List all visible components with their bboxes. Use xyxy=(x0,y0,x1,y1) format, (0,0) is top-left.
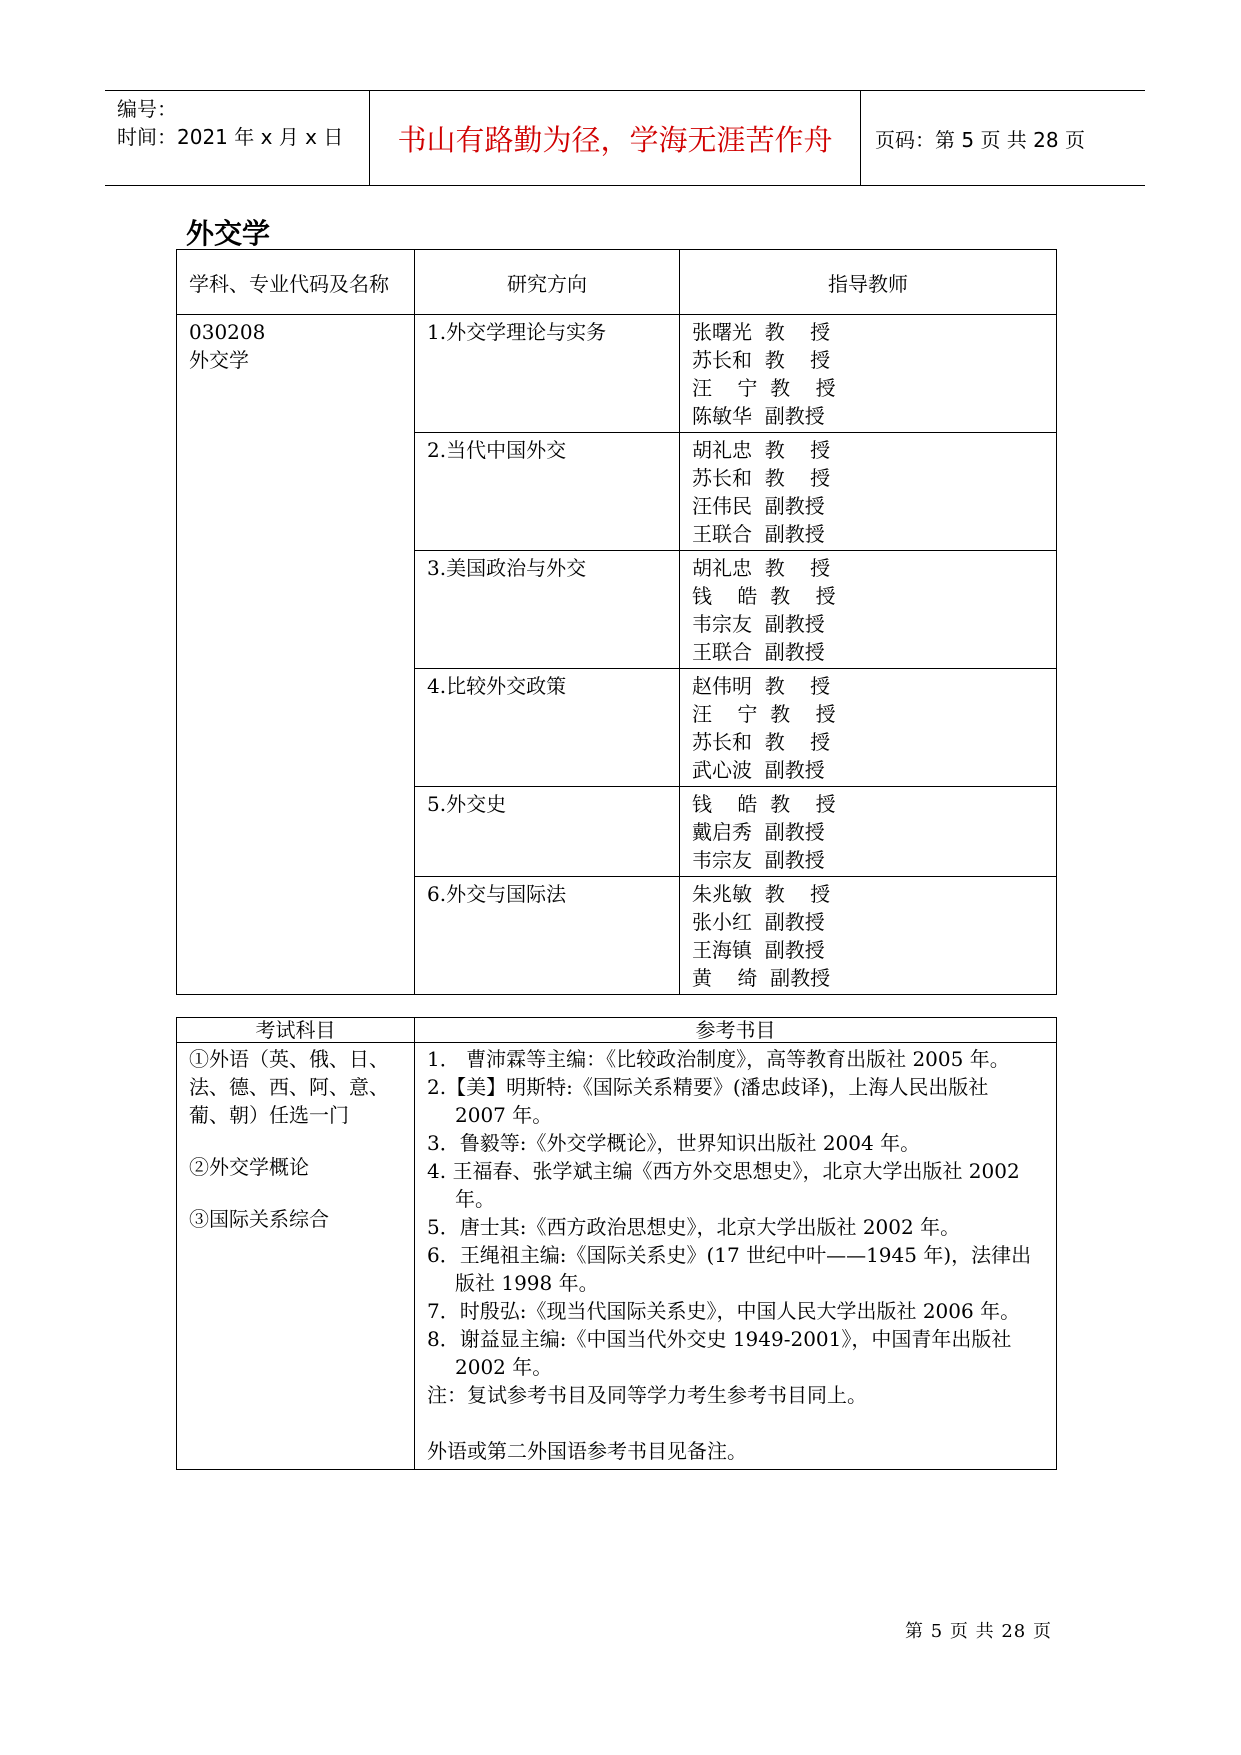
advisor-cell xyxy=(680,669,1057,787)
reference-item: 7．时殷弘:《现当代国际关系史》，中国人民大学出版社 2006 年。 xyxy=(427,1299,1021,1323)
reference-item: 8．谢益显主编:《中国当代外交史 1949-2001》，中国青年出版社 2002 年。 xyxy=(427,1327,1012,1379)
section-title: 外交学 xyxy=(186,217,271,250)
advisor-cell xyxy=(680,433,1057,551)
reference-item: 2.【美】明斯特:《国际关系精要》(潘忠歧译)，上海人民出版社 2007 年。 xyxy=(427,1075,989,1127)
number-label: 编号： xyxy=(117,97,177,121)
advisor-name: 张曙光 教 授 xyxy=(692,320,831,344)
subject-name: 外交学 xyxy=(189,348,249,372)
advisor-name: 陈敏华 副教授 xyxy=(692,404,825,428)
header-left xyxy=(117,95,367,151)
advisor-name: 张小红 副教授 xyxy=(692,910,825,934)
header-exam-subjects: 考试科目 xyxy=(177,1018,415,1043)
advisor-name: 胡礼忠 教 授 xyxy=(692,556,831,580)
advisor-name: 钱 皓 教 授 xyxy=(692,792,836,816)
advisor-name: 朱兆敏 教 授 xyxy=(692,882,831,906)
advisor-name: 苏长和 教 授 xyxy=(692,348,831,372)
table-row xyxy=(177,315,1057,433)
advisor-name: 韦宗友 副教授 xyxy=(692,612,825,636)
exam-subject: ③国际关系综合 xyxy=(189,1207,329,1231)
direction-cell: 2.当代中国外交 xyxy=(415,433,680,551)
table-header-row xyxy=(177,1018,1057,1043)
advisor-name: 汪 宁 教 授 xyxy=(692,702,836,726)
page-footer: 第 5 页 共 28 页 xyxy=(905,1621,1052,1642)
exam-table xyxy=(176,1017,1057,1470)
header-motto: 书山有路勤为径，学海无涯苦作舟 xyxy=(397,122,833,157)
advisor-cell xyxy=(680,315,1057,433)
references-cell xyxy=(415,1043,1057,1470)
header-divider xyxy=(860,91,861,185)
advisor-cell xyxy=(680,787,1057,877)
advisor-name: 王海镇 副教授 xyxy=(692,938,825,962)
advisor-name: 戴启秀 副教授 xyxy=(692,820,825,844)
direction-cell: 4.比较外交政策 xyxy=(415,669,680,787)
advisor-name: 苏长和 教 授 xyxy=(692,730,831,754)
advisor-table xyxy=(176,249,1057,995)
advisor-name: 韦宗友 副教授 xyxy=(692,848,825,872)
subject-cell xyxy=(177,315,415,995)
reference-item: 5．唐士其:《西方政治思想史》，北京大学出版社 2002 年。 xyxy=(427,1215,961,1239)
header-references: 参考书目 xyxy=(415,1018,1057,1043)
header-page-number: 页码：第 5 页 共 28 页 xyxy=(875,127,1085,152)
header-subject: 学科、专业代码及名称 xyxy=(177,250,415,315)
time-label: 时间：2021 年 x 月 x 日 xyxy=(117,125,344,149)
reference-note: 注：复试参考书目及同等学力考生参考书目同上。 xyxy=(427,1383,867,1407)
advisor-name: 钱 皓 教 授 xyxy=(692,584,836,608)
advisor-name: 汪伟民 副教授 xyxy=(692,494,825,518)
advisor-cell xyxy=(680,877,1057,995)
direction-cell: 5.外交史 xyxy=(415,787,680,877)
reference-item: 6．王绳祖主编:《国际关系史》(17 世纪中叶——1945 年)，法律出版社 1998 年。 xyxy=(427,1243,1032,1295)
direction-cell: 3.美国政治与外交 xyxy=(415,551,680,669)
header-divider xyxy=(369,91,370,185)
advisor-name: 胡礼忠 教 授 xyxy=(692,438,831,462)
header-direction: 研究方向 xyxy=(415,250,680,315)
direction-cell: 1.外交学理论与实务 xyxy=(415,315,680,433)
reference-item: 3．鲁毅等:《外交学概论》，世界知识出版社 2004 年。 xyxy=(427,1131,921,1155)
reference-item: 4. 王福春、张学斌主编《西方外交思想史》，北京大学出版社 2002 年。 xyxy=(427,1159,1020,1211)
direction-cell: 6.外交与国际法 xyxy=(415,877,680,995)
exam-subject: ②外交学概论 xyxy=(189,1155,309,1179)
advisor-name: 汪 宁 教 授 xyxy=(692,376,836,400)
advisor-name: 王联合 副教授 xyxy=(692,522,825,546)
advisor-name: 王联合 副教授 xyxy=(692,640,825,664)
advisor-name: 苏长和 教 授 xyxy=(692,466,831,490)
advisor-cell xyxy=(680,551,1057,669)
page-header xyxy=(105,90,1145,186)
advisor-name: 武心波 副教授 xyxy=(692,758,825,782)
table-header-row xyxy=(177,250,1057,315)
header-advisor: 指导教师 xyxy=(680,250,1057,315)
exam-subject: ①外语（英、俄、日、法、德、西、阿、意、葡、朝）任选一门 xyxy=(189,1047,389,1127)
advisor-name: 赵伟明 教 授 xyxy=(692,674,831,698)
foreign-language-note: 外语或第二外国语参考书目见备注。 xyxy=(427,1439,747,1463)
subject-code: 030208 xyxy=(189,320,266,344)
reference-item: 1． 曹沛霖等主编：《比较政治制度》，高等教育出版社 2005 年。 xyxy=(427,1047,1010,1071)
table-row xyxy=(177,1043,1057,1470)
exam-subjects-cell xyxy=(177,1043,415,1470)
advisor-name: 黄 绮 副教授 xyxy=(692,966,831,990)
